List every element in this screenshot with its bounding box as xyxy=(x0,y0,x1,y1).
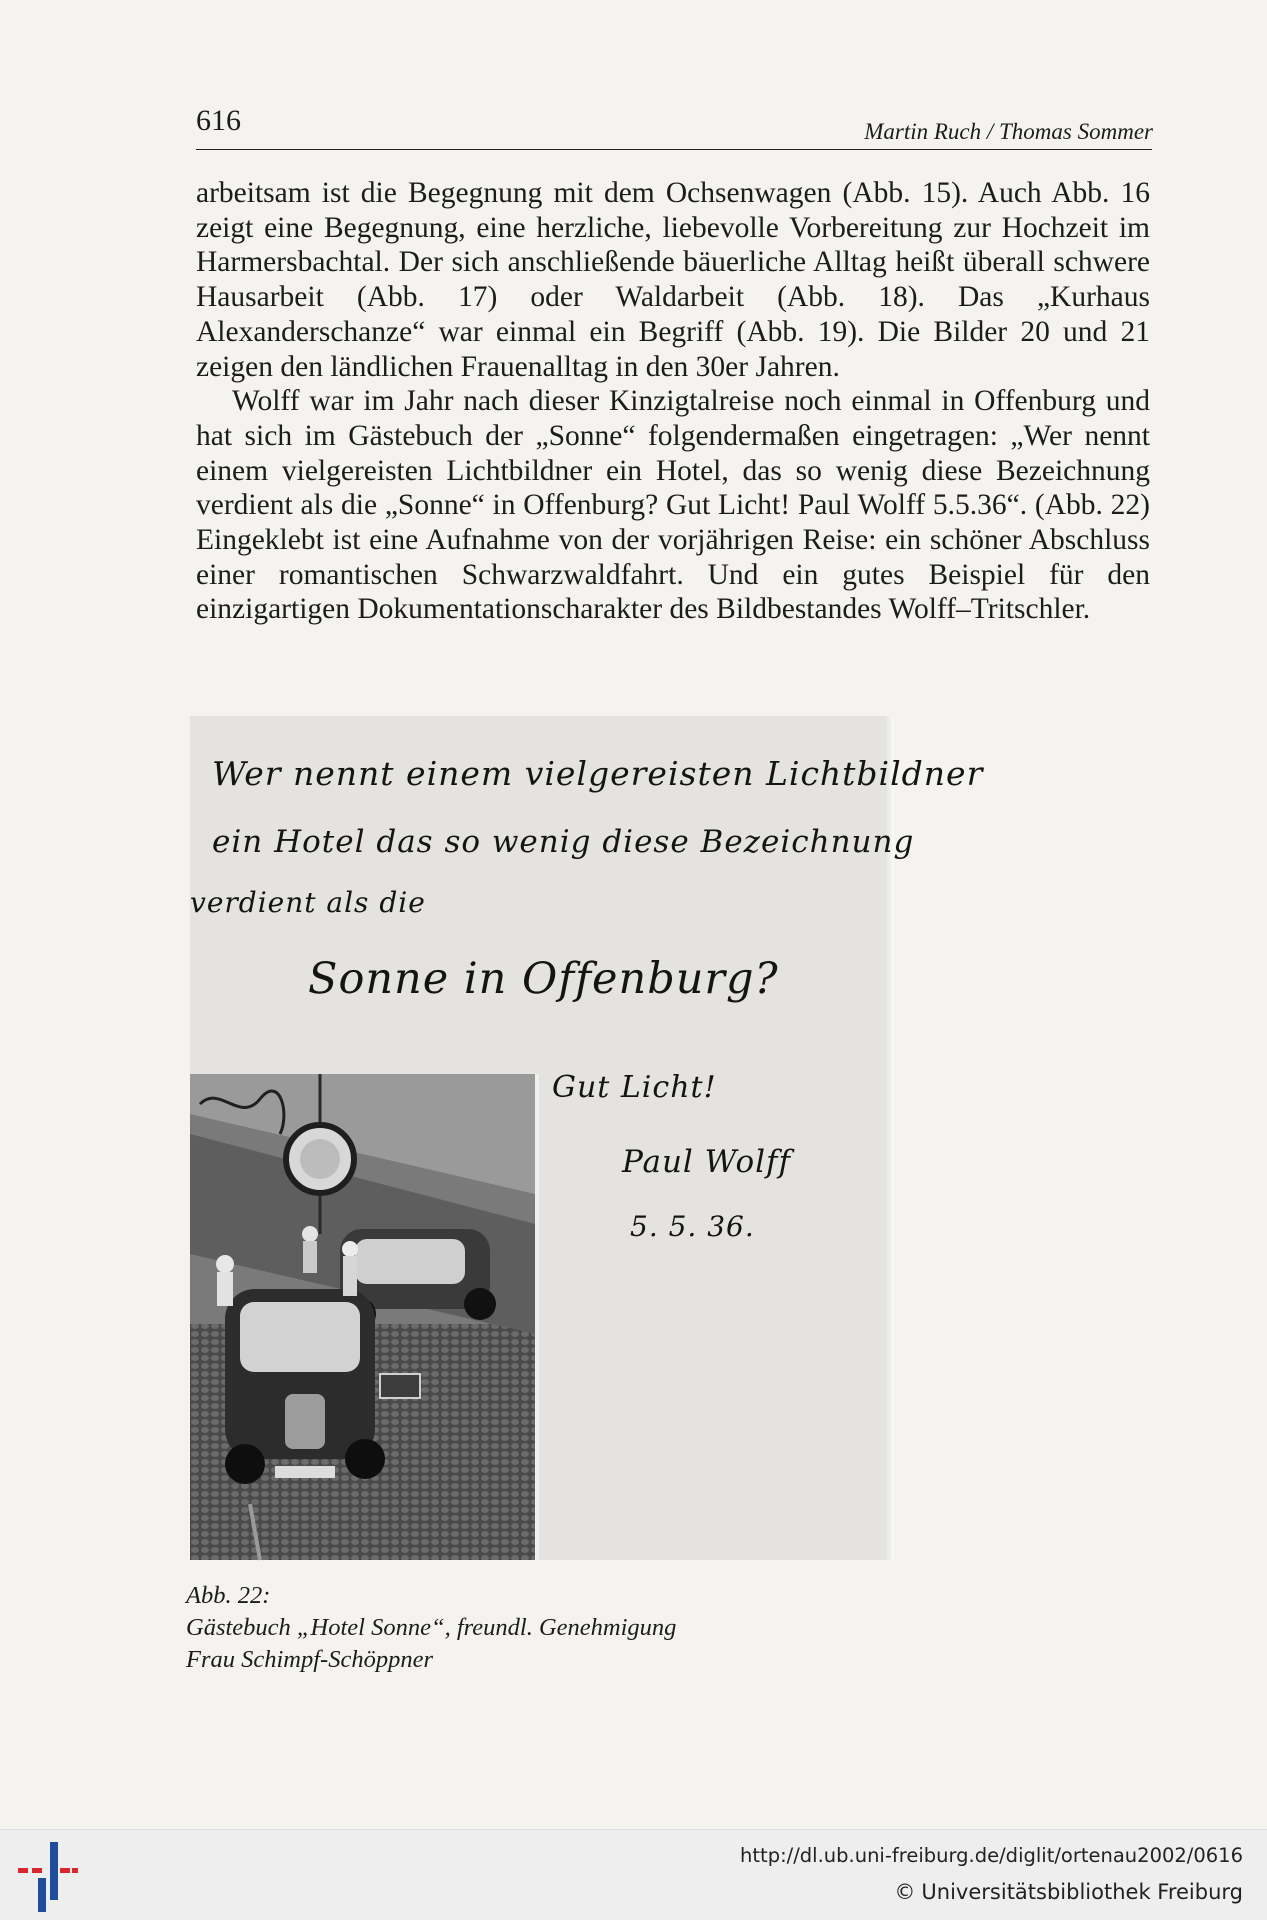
figure-caption xyxy=(186,1580,676,1676)
handwriting-line: 5. 5. 36. xyxy=(630,1210,755,1243)
handwriting-line: Paul Wolff xyxy=(622,1144,791,1180)
handwriting-line: Wer nennt einem vielgereisten Lichtbildner xyxy=(212,754,984,793)
handwriting-line: Sonne in Offenburg? xyxy=(308,954,779,1004)
ub-freiburg-logo-icon[interactable] xyxy=(16,1838,80,1914)
paragraph: Wolff war im Jahr nach dieser Kinzigtalreise noch einmal in Offenburg und hat sich im Gästebuch der „Sonne“ folgendermaßen eingetragen: „Wer nennt einem vielgereisten Lichtbildner ein Hotel, das so wenig diese Bezeichnung verdient als die „Sonne“ in Offenburg? Gut Licht! Paul Wolff 5.5.36“. (Abb. 22) Eingeklebt ist eine Aufnahme von der vorjährigen Reise: ein schöner Abschluss einer romantischen Schwarzwaldfahrt. Und ein gutes Beispiel für den einzigartigen Dokumentationscharakter des Bildbestandes Wolff–Tritschler. xyxy=(196,385,1150,626)
handwriting-line: verdient als die xyxy=(190,886,426,919)
pasted-photo-cars xyxy=(190,1074,539,1560)
caption-label: Abb. 22: xyxy=(186,1582,271,1609)
caption-line: Gästebuch „Hotel Sonne“, freundl. Genehmigung xyxy=(186,1614,677,1641)
footer-url-link[interactable]: http://dl.ub.uni-freiburg.de/diglit/ortenau2002/0616 xyxy=(740,1844,1243,1867)
copyright-text: Universitätsbibliothek Freiburg xyxy=(921,1880,1243,1904)
page-number: 616 xyxy=(196,104,241,137)
paragraph: arbeitsam ist die Begegnung mit dem Ochsenwagen (Abb. 15). Auch Abb. 16 zeigt eine Begegnung, eine herzliche, liebevolle Vorbereitung zur Hochzeit im Harmersbachtal. Der sich anschließende bäuerliche Alltag heißt überall schwere Hausarbeit (Abb. 17) oder Waldarbeit (Abb. 18). Das „Kurhaus Alexanderschanze“ war einmal ein Begriff (Abb. 19). Die Bilder 20 und 21 zeigen den ländlichen Frauenalltag in den 30er Jahren. xyxy=(196,177,1150,383)
body-text xyxy=(196,176,1150,627)
footer-bar xyxy=(0,1829,1267,1920)
handwriting-line: ein Hotel das so wenig diese Bezeichnung xyxy=(212,824,915,860)
caption-line: Frau Schimpf-Schöppner xyxy=(186,1646,433,1673)
footer-copyright xyxy=(894,1880,1243,1904)
copyright-symbol: © xyxy=(894,1880,916,1904)
header-rule xyxy=(196,149,1152,150)
running-head: Martin Ruch / Thomas Sommer xyxy=(864,119,1153,144)
handwriting-line: Gut Licht! xyxy=(552,1070,717,1105)
figure-guestbook xyxy=(190,716,984,1560)
